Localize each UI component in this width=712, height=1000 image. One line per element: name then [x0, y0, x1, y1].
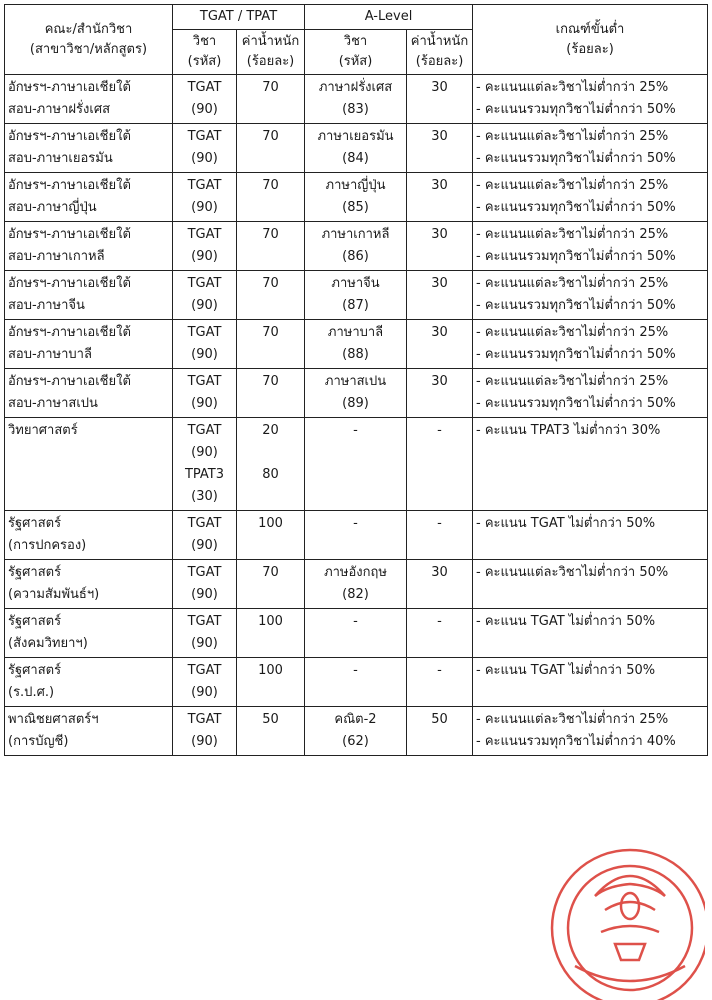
alevel-subject-cell	[305, 320, 407, 369]
cell-text: (90)	[191, 151, 218, 166]
header-subject-code: (รหัส)	[338, 54, 373, 69]
alevel-subject-cell	[305, 222, 407, 271]
tgat-weight-cell	[237, 418, 305, 511]
cell-text: (30)	[191, 489, 218, 504]
criteria-cell	[473, 560, 708, 609]
cell-text: - คะแนน TPAT3 ไม่ต่ำกว่า 30%	[476, 423, 661, 438]
alevel-subject-cell	[305, 271, 407, 320]
tgat-weight-cell	[237, 75, 305, 124]
tgat-subject-cell	[173, 124, 237, 173]
faculty-cell	[5, 511, 173, 560]
tgat-subject-cell	[173, 369, 237, 418]
alevel-subject-cell	[305, 173, 407, 222]
header-weight-label: ค่าน้ำหนัก	[410, 34, 469, 49]
spacer	[240, 295, 301, 317]
criteria-cell	[473, 222, 708, 271]
cell-text: ภาษาสเปน	[324, 374, 387, 389]
cell-text: - คะแนนรวมทุกวิชาไม่ต่ำกว่า 40%	[476, 734, 676, 749]
cell-text: อักษรฯ-ภาษาเอเชียใต้	[8, 80, 131, 95]
faculty-cell	[5, 222, 173, 271]
cell-text: 30	[431, 276, 448, 291]
cell-text: วิทยาศาสตร์	[8, 423, 78, 438]
cell-text: - คะแนนแต่ละวิชาไม่ต่ำกว่า 50%	[476, 565, 669, 580]
cell-text: (86)	[342, 249, 369, 264]
spacer	[240, 344, 301, 366]
cell-text: (การบัญชี)	[8, 734, 69, 749]
alevel-weight-cell	[407, 369, 473, 418]
cell-text: (82)	[342, 587, 369, 602]
alevel-subject-cell	[305, 511, 407, 560]
cell-text: 70	[262, 178, 279, 193]
criteria-cell	[473, 173, 708, 222]
admission-criteria-table	[4, 4, 708, 756]
cell-text: ภาษาจีน	[331, 276, 380, 291]
header-subject-code: (รหัส)	[187, 54, 222, 69]
cell-text: - คะแนนแต่ละวิชาไม่ต่ำกว่า 25%	[476, 374, 669, 389]
cell-text: (การปกครอง)	[8, 538, 87, 553]
spacer	[240, 442, 301, 464]
header-criteria-unit: (ร้อยละ)	[566, 41, 614, 57]
cell-text: (83)	[342, 102, 369, 117]
table-row	[5, 222, 708, 271]
spacer	[240, 246, 301, 268]
alevel-weight-cell	[407, 658, 473, 707]
cell-text: 70	[262, 80, 279, 95]
cell-text: 100	[258, 663, 283, 678]
header-criteria-label: เกณฑ์ขั้นต่ำ	[555, 21, 625, 37]
cell-text: สอบ-ภาษาญี่ปุ่น	[8, 200, 97, 215]
alevel-weight-cell	[407, 271, 473, 320]
tgat-subject-cell	[173, 173, 237, 222]
table-row	[5, 707, 708, 756]
cell-text: - คะแนนแต่ละวิชาไม่ต่ำกว่า 25%	[476, 227, 669, 242]
cell-text: ภาษาญี่ปุ่น	[325, 178, 386, 193]
header-faculty	[5, 5, 173, 75]
faculty-cell	[5, 707, 173, 756]
table-row	[5, 75, 708, 124]
spacer	[240, 682, 301, 704]
cell-text: (สังคมวิทยาฯ)	[8, 636, 88, 651]
cell-text: (84)	[342, 151, 369, 166]
cell-text: - คะแนนรวมทุกวิชาไม่ต่ำกว่า 50%	[476, 200, 676, 215]
cell-text: (87)	[342, 298, 369, 313]
alevel-weight-cell	[407, 320, 473, 369]
cell-text: - คะแนนรวมทุกวิชาไม่ต่ำกว่า 50%	[476, 151, 676, 166]
cell-text: TGAT	[187, 712, 222, 727]
tgat-weight-cell	[237, 369, 305, 418]
cell-text: (90)	[191, 200, 218, 215]
header-alevel-weight	[407, 30, 473, 75]
cell-text: -	[437, 516, 442, 531]
university-seal-stamp	[535, 836, 705, 1000]
header-row-1	[5, 5, 708, 30]
cell-text: ภาษอังกฤษ	[324, 565, 387, 580]
cell-text: ภาษาบาลี	[327, 325, 384, 340]
cell-text: - คะแนนแต่ละวิชาไม่ต่ำกว่า 25%	[476, 712, 669, 727]
cell-text: - คะแนนรวมทุกวิชาไม่ต่ำกว่า 50%	[476, 347, 676, 362]
tgat-subject-cell	[173, 222, 237, 271]
tgat-weight-cell	[237, 271, 305, 320]
cell-text: รัฐศาสตร์	[8, 614, 62, 629]
tgat-weight-cell	[237, 511, 305, 560]
cell-text: - คะแนนแต่ละวิชาไม่ต่ำกว่า 25%	[476, 178, 669, 193]
cell-text: (88)	[342, 347, 369, 362]
cell-text: - คะแนนรวมทุกวิชาไม่ต่ำกว่า 50%	[476, 396, 676, 411]
alevel-weight-cell	[407, 222, 473, 271]
alevel-weight-cell	[407, 124, 473, 173]
cell-text: TGAT	[187, 663, 222, 678]
tgat-weight-cell	[237, 320, 305, 369]
cell-text: - คะแนนรวมทุกวิชาไม่ต่ำกว่า 50%	[476, 249, 676, 264]
cell-text: (90)	[191, 685, 218, 700]
cell-text: 30	[431, 325, 448, 340]
faculty-cell	[5, 560, 173, 609]
alevel-subject-cell	[305, 609, 407, 658]
alevel-subject-cell	[305, 707, 407, 756]
cell-text: -	[437, 614, 442, 629]
tgat-weight-cell	[237, 222, 305, 271]
spacer	[240, 584, 301, 606]
spacer	[240, 535, 301, 557]
tgat-subject-cell	[173, 75, 237, 124]
table-row	[5, 320, 708, 369]
cell-text: 30	[431, 178, 448, 193]
cell-text: (90)	[191, 347, 218, 362]
cell-text: ภาษาเยอรมัน	[317, 129, 394, 144]
spacer	[240, 633, 301, 655]
cell-text: 80	[262, 467, 279, 482]
cell-text: TGAT	[187, 565, 222, 580]
cell-text: - คะแนนแต่ละวิชาไม่ต่ำกว่า 25%	[476, 129, 669, 144]
tgat-weight-cell	[237, 124, 305, 173]
table-row	[5, 418, 708, 511]
criteria-cell	[473, 75, 708, 124]
criteria-cell	[473, 320, 708, 369]
cell-text: 70	[262, 374, 279, 389]
alevel-weight-cell	[407, 511, 473, 560]
cell-text: ภาษาฝรั่งเศส	[318, 80, 393, 95]
tgat-subject-cell	[173, 271, 237, 320]
cell-text: (90)	[191, 445, 218, 460]
cell-text: TGAT	[187, 80, 222, 95]
cell-text: TGAT	[187, 276, 222, 291]
cell-text: TGAT	[187, 423, 222, 438]
cell-text: พาณิชยศาสตร์ฯ	[8, 712, 99, 727]
cell-text: - คะแนนแต่ละวิชาไม่ต่ำกว่า 25%	[476, 325, 669, 340]
cell-text: อักษรฯ-ภาษาเอเชียใต้	[8, 227, 131, 242]
cell-text: -	[353, 423, 358, 438]
criteria-cell	[473, 511, 708, 560]
header-tgat-group: TGAT / TPAT	[173, 5, 305, 30]
faculty-cell	[5, 609, 173, 658]
tgat-weight-cell	[237, 173, 305, 222]
alevel-weight-cell	[407, 609, 473, 658]
cell-text: - คะแนนรวมทุกวิชาไม่ต่ำกว่า 50%	[476, 298, 676, 313]
tgat-subject-cell	[173, 418, 237, 511]
header-alevel-group: A-Level	[305, 5, 473, 30]
cell-text: (90)	[191, 636, 218, 651]
tgat-weight-cell	[237, 658, 305, 707]
criteria-cell	[473, 609, 708, 658]
cell-text: (90)	[191, 587, 218, 602]
cell-text: (85)	[342, 200, 369, 215]
cell-text: 30	[431, 227, 448, 242]
cell-text: - คะแนนรวมทุกวิชาไม่ต่ำกว่า 50%	[476, 102, 676, 117]
tgat-subject-cell	[173, 707, 237, 756]
criteria-cell	[473, 707, 708, 756]
cell-text: 70	[262, 325, 279, 340]
cell-text: (90)	[191, 298, 218, 313]
cell-text: (90)	[191, 102, 218, 117]
cell-text: -	[437, 663, 442, 678]
tgat-subject-cell	[173, 658, 237, 707]
cell-text: อักษรฯ-ภาษาเอเชียใต้	[8, 129, 131, 144]
cell-text: (89)	[342, 396, 369, 411]
criteria-cell	[473, 124, 708, 173]
cell-text: อักษรฯ-ภาษาเอเชียใต้	[8, 276, 131, 291]
alevel-subject-cell	[305, 124, 407, 173]
table-row	[5, 271, 708, 320]
header-faculty-label: คณะ/สำนักวิชา	[44, 21, 133, 37]
cell-text: 20	[262, 423, 279, 438]
table-row	[5, 511, 708, 560]
header-alevel-subject	[305, 30, 407, 75]
header-criteria	[473, 5, 708, 75]
cell-text: (62)	[342, 734, 369, 749]
cell-text: TGAT	[187, 614, 222, 629]
alevel-weight-cell	[407, 173, 473, 222]
alevel-subject-cell	[305, 560, 407, 609]
cell-text: 30	[431, 129, 448, 144]
alevel-weight-cell	[407, 707, 473, 756]
cell-text: ภาษาเกาหลี	[321, 227, 390, 242]
criteria-cell	[473, 418, 708, 511]
cell-text: 100	[258, 516, 283, 531]
cell-text: สอบ-ภาษาบาลี	[8, 347, 92, 362]
header-weight-label: ค่าน้ำหนัก	[241, 34, 300, 49]
alevel-weight-cell	[407, 75, 473, 124]
table-row	[5, 369, 708, 418]
faculty-cell	[5, 369, 173, 418]
alevel-subject-cell	[305, 418, 407, 511]
cell-text: (90)	[191, 538, 218, 553]
faculty-cell	[5, 320, 173, 369]
cell-text: สอบ-ภาษาสเปน	[8, 396, 98, 411]
cell-text: TPAT3	[184, 467, 225, 482]
tgat-weight-cell	[237, 560, 305, 609]
cell-text: TGAT	[187, 178, 222, 193]
table-row	[5, 124, 708, 173]
cell-text: -	[353, 614, 358, 629]
criteria-cell	[473, 658, 708, 707]
table-row	[5, 560, 708, 609]
faculty-cell	[5, 418, 173, 511]
cell-text: รัฐศาสตร์	[8, 663, 62, 678]
header-tgat-subject	[173, 30, 237, 75]
faculty-cell	[5, 658, 173, 707]
header-subject-label: วิชา	[192, 34, 217, 49]
cell-text: -	[437, 423, 442, 438]
cell-text: TGAT	[187, 129, 222, 144]
cell-text: TGAT	[187, 227, 222, 242]
cell-text: TGAT	[187, 325, 222, 340]
table-row	[5, 173, 708, 222]
tgat-subject-cell	[173, 511, 237, 560]
tgat-subject-cell	[173, 560, 237, 609]
cell-text: รัฐศาสตร์	[8, 516, 62, 531]
alevel-weight-cell	[407, 560, 473, 609]
faculty-cell	[5, 75, 173, 124]
cell-text: -	[353, 663, 358, 678]
cell-text: อักษรฯ-ภาษาเอเชียใต้	[8, 325, 131, 340]
cell-text: TGAT	[187, 516, 222, 531]
cell-text: อักษรฯ-ภาษาเอเชียใต้	[8, 374, 131, 389]
cell-text: - คะแนน TGAT ไม่ต่ำกว่า 50%	[476, 614, 656, 629]
alevel-subject-cell	[305, 75, 407, 124]
tgat-weight-cell	[237, 609, 305, 658]
cell-text: สอบ-ภาษาเยอรมัน	[8, 151, 113, 166]
header-weight-unit: (ร้อยละ)	[415, 54, 464, 69]
cell-text: 70	[262, 227, 279, 242]
cell-text: รัฐศาสตร์	[8, 565, 62, 580]
header-tgat-weight	[237, 30, 305, 75]
cell-text: (ความสัมพันธ์ฯ)	[8, 587, 100, 602]
alevel-subject-cell	[305, 369, 407, 418]
spacer	[240, 148, 301, 170]
cell-text: (90)	[191, 249, 218, 264]
cell-text: สอบ-ภาษาเกาหลี	[8, 249, 105, 264]
table-body	[5, 75, 708, 756]
header-faculty-sublabel: (สาขาวิชา/หลักสูตร)	[29, 41, 148, 57]
cell-text: สอบ-ภาษาฝรั่งเศส	[8, 102, 111, 117]
cell-text: 100	[258, 614, 283, 629]
faculty-cell	[5, 271, 173, 320]
cell-text: - คะแนน TGAT ไม่ต่ำกว่า 50%	[476, 516, 656, 531]
spacer	[240, 99, 301, 121]
cell-text: 70	[262, 276, 279, 291]
tgat-subject-cell	[173, 320, 237, 369]
cell-text: สอบ-ภาษาจีน	[8, 298, 85, 313]
cell-text: TGAT	[187, 374, 222, 389]
cell-text: 30	[431, 80, 448, 95]
tgat-subject-cell	[173, 609, 237, 658]
faculty-cell	[5, 124, 173, 173]
cell-text: 50	[431, 712, 448, 727]
cell-text: - คะแนน TGAT ไม่ต่ำกว่า 50%	[476, 663, 656, 678]
criteria-cell	[473, 271, 708, 320]
cell-text: - คะแนนแต่ละวิชาไม่ต่ำกว่า 25%	[476, 80, 669, 95]
table-row	[5, 609, 708, 658]
header-subject-label: วิชา	[343, 34, 368, 49]
alevel-subject-cell	[305, 658, 407, 707]
cell-text: อักษรฯ-ภาษาเอเชียใต้	[8, 178, 131, 193]
cell-text: (90)	[191, 396, 218, 411]
cell-text: 70	[262, 129, 279, 144]
cell-text: คณิต-2	[334, 712, 377, 727]
cell-text: 30	[431, 374, 448, 389]
cell-text: (90)	[191, 734, 218, 749]
cell-text: 30	[431, 565, 448, 580]
criteria-cell	[473, 369, 708, 418]
table-row	[5, 658, 708, 707]
cell-text: (ร.ป.ศ.)	[8, 685, 55, 700]
faculty-cell	[5, 173, 173, 222]
cell-text: 50	[262, 712, 279, 727]
header-weight-unit: (ร้อยละ)	[246, 54, 295, 69]
tgat-weight-cell	[237, 707, 305, 756]
spacer	[240, 197, 301, 219]
cell-text: 70	[262, 565, 279, 580]
spacer	[240, 393, 301, 415]
cell-text: - คะแนนแต่ละวิชาไม่ต่ำกว่า 25%	[476, 276, 669, 291]
cell-text: -	[353, 516, 358, 531]
alevel-weight-cell	[407, 418, 473, 511]
spacer	[240, 731, 301, 753]
